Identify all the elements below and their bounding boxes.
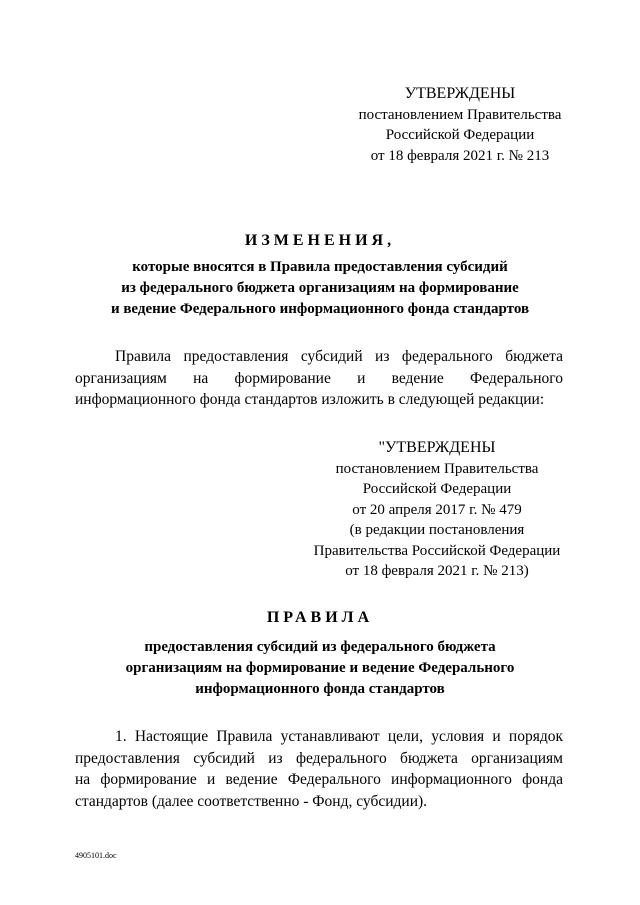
changes-subtitle-line: и ведение Федерального информационного фонда стандартов	[110, 301, 530, 317]
changes-subtitle-line: которые вносятся в Правила предоставления субсидий	[132, 259, 508, 275]
clause-line: предоставления субсидий из федерального бюджета организациям	[75, 749, 563, 767]
approval-line: Российской Федерации	[385, 127, 535, 143]
rules-subtitle-line: организациям на формирование и ведение Федерального	[125, 660, 515, 676]
rules-subtitle-line: информационного фонда стандартов	[195, 681, 445, 697]
intro-paragraph	[75, 346, 563, 411]
rules-title: ПРАВИЛА	[266, 609, 374, 626]
intro-line: Правила предоставления субсидий из федерального бюджета	[115, 348, 563, 365]
intro-line: информационного фонда стандартов изложить в следующей редакции:	[75, 391, 545, 408]
approval-title: УТВЕРЖДЕНЫ	[404, 85, 516, 102]
clause-line: 1. Настоящие Правила устанавливают цели, условия и порядок	[115, 728, 563, 745]
clause-1	[75, 726, 563, 812]
approval-block-rules	[298, 438, 576, 582]
rules-subtitle	[0, 637, 640, 700]
approval-line: (в редакции постановления	[349, 522, 525, 538]
approval-line: от 20 апреля 2017 г. № 479	[352, 501, 522, 518]
approval-line: Правительства Российской Федерации	[313, 542, 561, 559]
approval-block-top	[345, 84, 575, 166]
approval-line: от 18 февраля 2021 г. № 213)	[345, 563, 529, 579]
changes-subtitle	[0, 257, 640, 320]
approval-title: "УТВЕРЖДЕНЫ	[378, 439, 496, 456]
approval-line: от 18 февраля 2021 г. № 213	[370, 147, 550, 164]
clause-line: на формирование и ведение Федерального информационного фонда	[75, 771, 563, 788]
rules-subtitle-line: предоставления субсидий из федерального бюджета	[144, 639, 496, 655]
changes-heading	[0, 232, 640, 250]
rules-heading	[0, 609, 640, 627]
approval-line: Российской Федерации	[362, 481, 512, 497]
clause-line: стандартов (далее соответственно - Фонд, субсидии).	[75, 792, 428, 810]
approval-line: постановлением Правительства	[335, 460, 539, 477]
changes-title: ИЗМЕНЕНИЯ,	[244, 232, 396, 249]
footer-file-name: 4905101.doc	[75, 851, 117, 860]
intro-line: организациям на формирование и ведение Федерального	[75, 369, 563, 387]
approval-line: постановлением Правительства	[358, 106, 562, 123]
changes-subtitle-line: из федерального бюджета организациям на формирование	[121, 280, 519, 296]
